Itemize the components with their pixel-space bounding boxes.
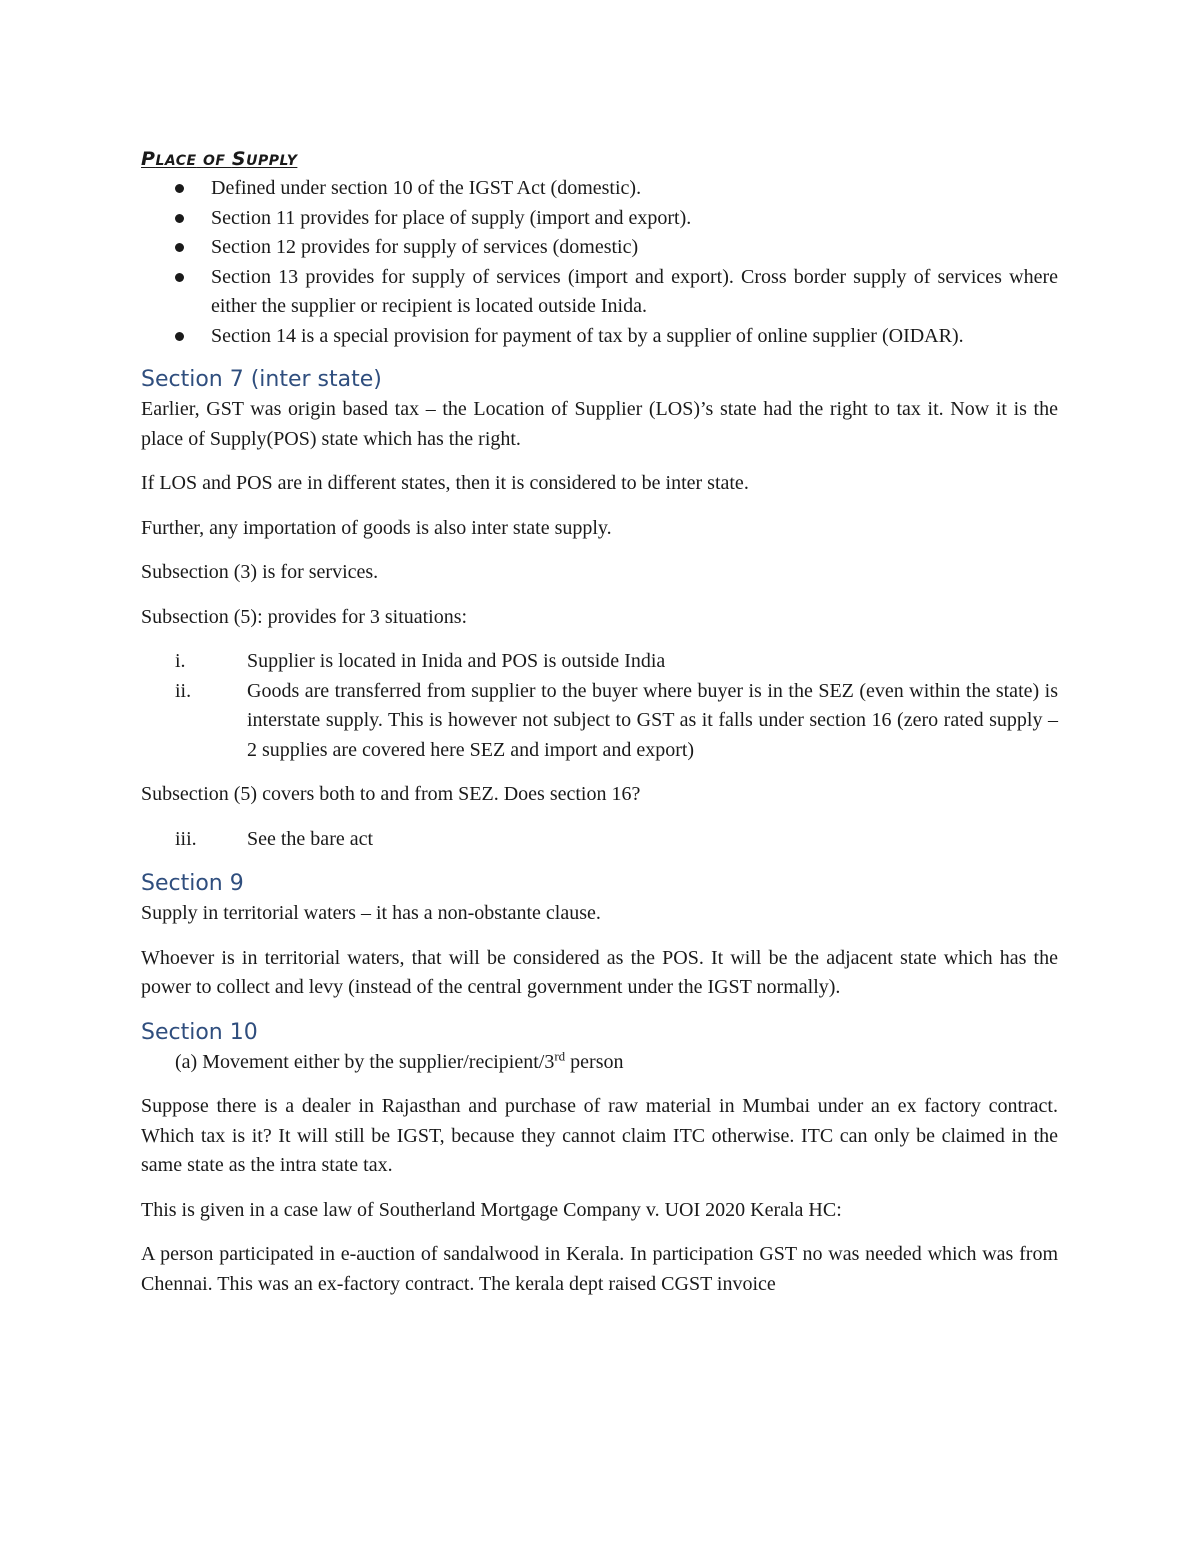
bullet-icon bbox=[175, 273, 184, 282]
list-item: iii. See the bare act bbox=[175, 827, 374, 850]
situations-list bbox=[141, 647, 1058, 765]
bullet-icon bbox=[175, 184, 184, 193]
section-7-paragraph: Further, any importation of goods is also inter state supply. bbox=[141, 516, 612, 539]
section-10-item-a: (a) Movement either by the supplier/recipient/3rd person bbox=[175, 1047, 624, 1073]
list-item: ii. Goods are transferred from supplier to the buyer where buyer is in the SEZ (even within the state) is interstate supply. This is however not subject to GST as it falls under section 16 (zero rated supply – 2 supplies are covered here SEZ and import and export) bbox=[175, 679, 1058, 761]
section-7-paragraph: Earlier, GST was origin based tax – the Location of Supplier (LOS)’s state had the right to tax it. Now it is the place of Supply(POS) state which has the right. bbox=[141, 398, 1058, 450]
list-item: Section 13 provides for supply of services (import and export). Cross border supply of services where either the supplier or recipient is located outside Inida. bbox=[141, 263, 1058, 322]
list-item: i. Supplier is located in Inida and POS is outside India bbox=[175, 650, 666, 672]
section-10-paragraph: A person participated in e-auction of sandalwood in Kerala. In participation GST no was needed which was from Chennai. This was an ex-factory contract. The kerala dept raised CGST invoice bbox=[141, 1243, 1058, 1295]
list-item: Section 14 is a special provision for payment of tax by a supplier of online supplier (OIDAR). bbox=[141, 322, 1058, 352]
list-item: Section 12 provides for supply of services (domestic) bbox=[141, 233, 1058, 263]
bullet-icon bbox=[175, 332, 184, 341]
bullet-icon bbox=[175, 243, 184, 252]
section-10-paragraph: Suppose there is a dealer in Rajasthan and purchase of raw material in Mumbai under an ex factory contract. Which tax is it? It will still be IGST, because they cannot claim ITC otherwise. ITC can only be claimed in the same state as the intra state tax. bbox=[141, 1095, 1058, 1176]
section-7-paragraph: Subsection (5): provides for 3 situations: bbox=[141, 605, 468, 628]
section-7-heading: Section 7 (inter state) bbox=[141, 367, 382, 392]
place-of-supply-list bbox=[141, 174, 1058, 351]
list-item: Defined under section 10 of the IGST Act (domestic). bbox=[141, 174, 1058, 204]
situations-list-continued bbox=[141, 825, 1058, 855]
place-of-supply-heading: PLACE OF SUPPLY bbox=[141, 148, 298, 170]
section-9-heading: Section 9 bbox=[141, 871, 244, 896]
section-10-heading: Section 10 bbox=[141, 1019, 258, 1045]
section-9-paragraph: Whoever is in territorial waters, that will be considered as the POS. It will be the adjacent state which has the power to collect and levy (instead of the central government under the IGST normally). bbox=[141, 946, 1058, 998]
document-body bbox=[141, 146, 1058, 1314]
list-item: Section 11 provides for place of supply (import and export). bbox=[141, 204, 1058, 234]
section-7-paragraph: Subsection (3) is for services. bbox=[141, 561, 379, 583]
section-7-paragraph: Subsection (5) covers both to and from SEZ. Does section 16? bbox=[141, 783, 641, 805]
section-7-paragraph: If LOS and POS are in different states, then it is considered to be inter state. bbox=[141, 472, 749, 494]
bullet-icon bbox=[175, 214, 184, 223]
section-10-paragraph: This is given in a case law of Southerland Mortgage Company v. UOI 2020 Kerala HC: bbox=[141, 1198, 842, 1221]
section-9-paragraph: Supply in territorial waters – it has a non-obstante clause. bbox=[141, 902, 601, 924]
